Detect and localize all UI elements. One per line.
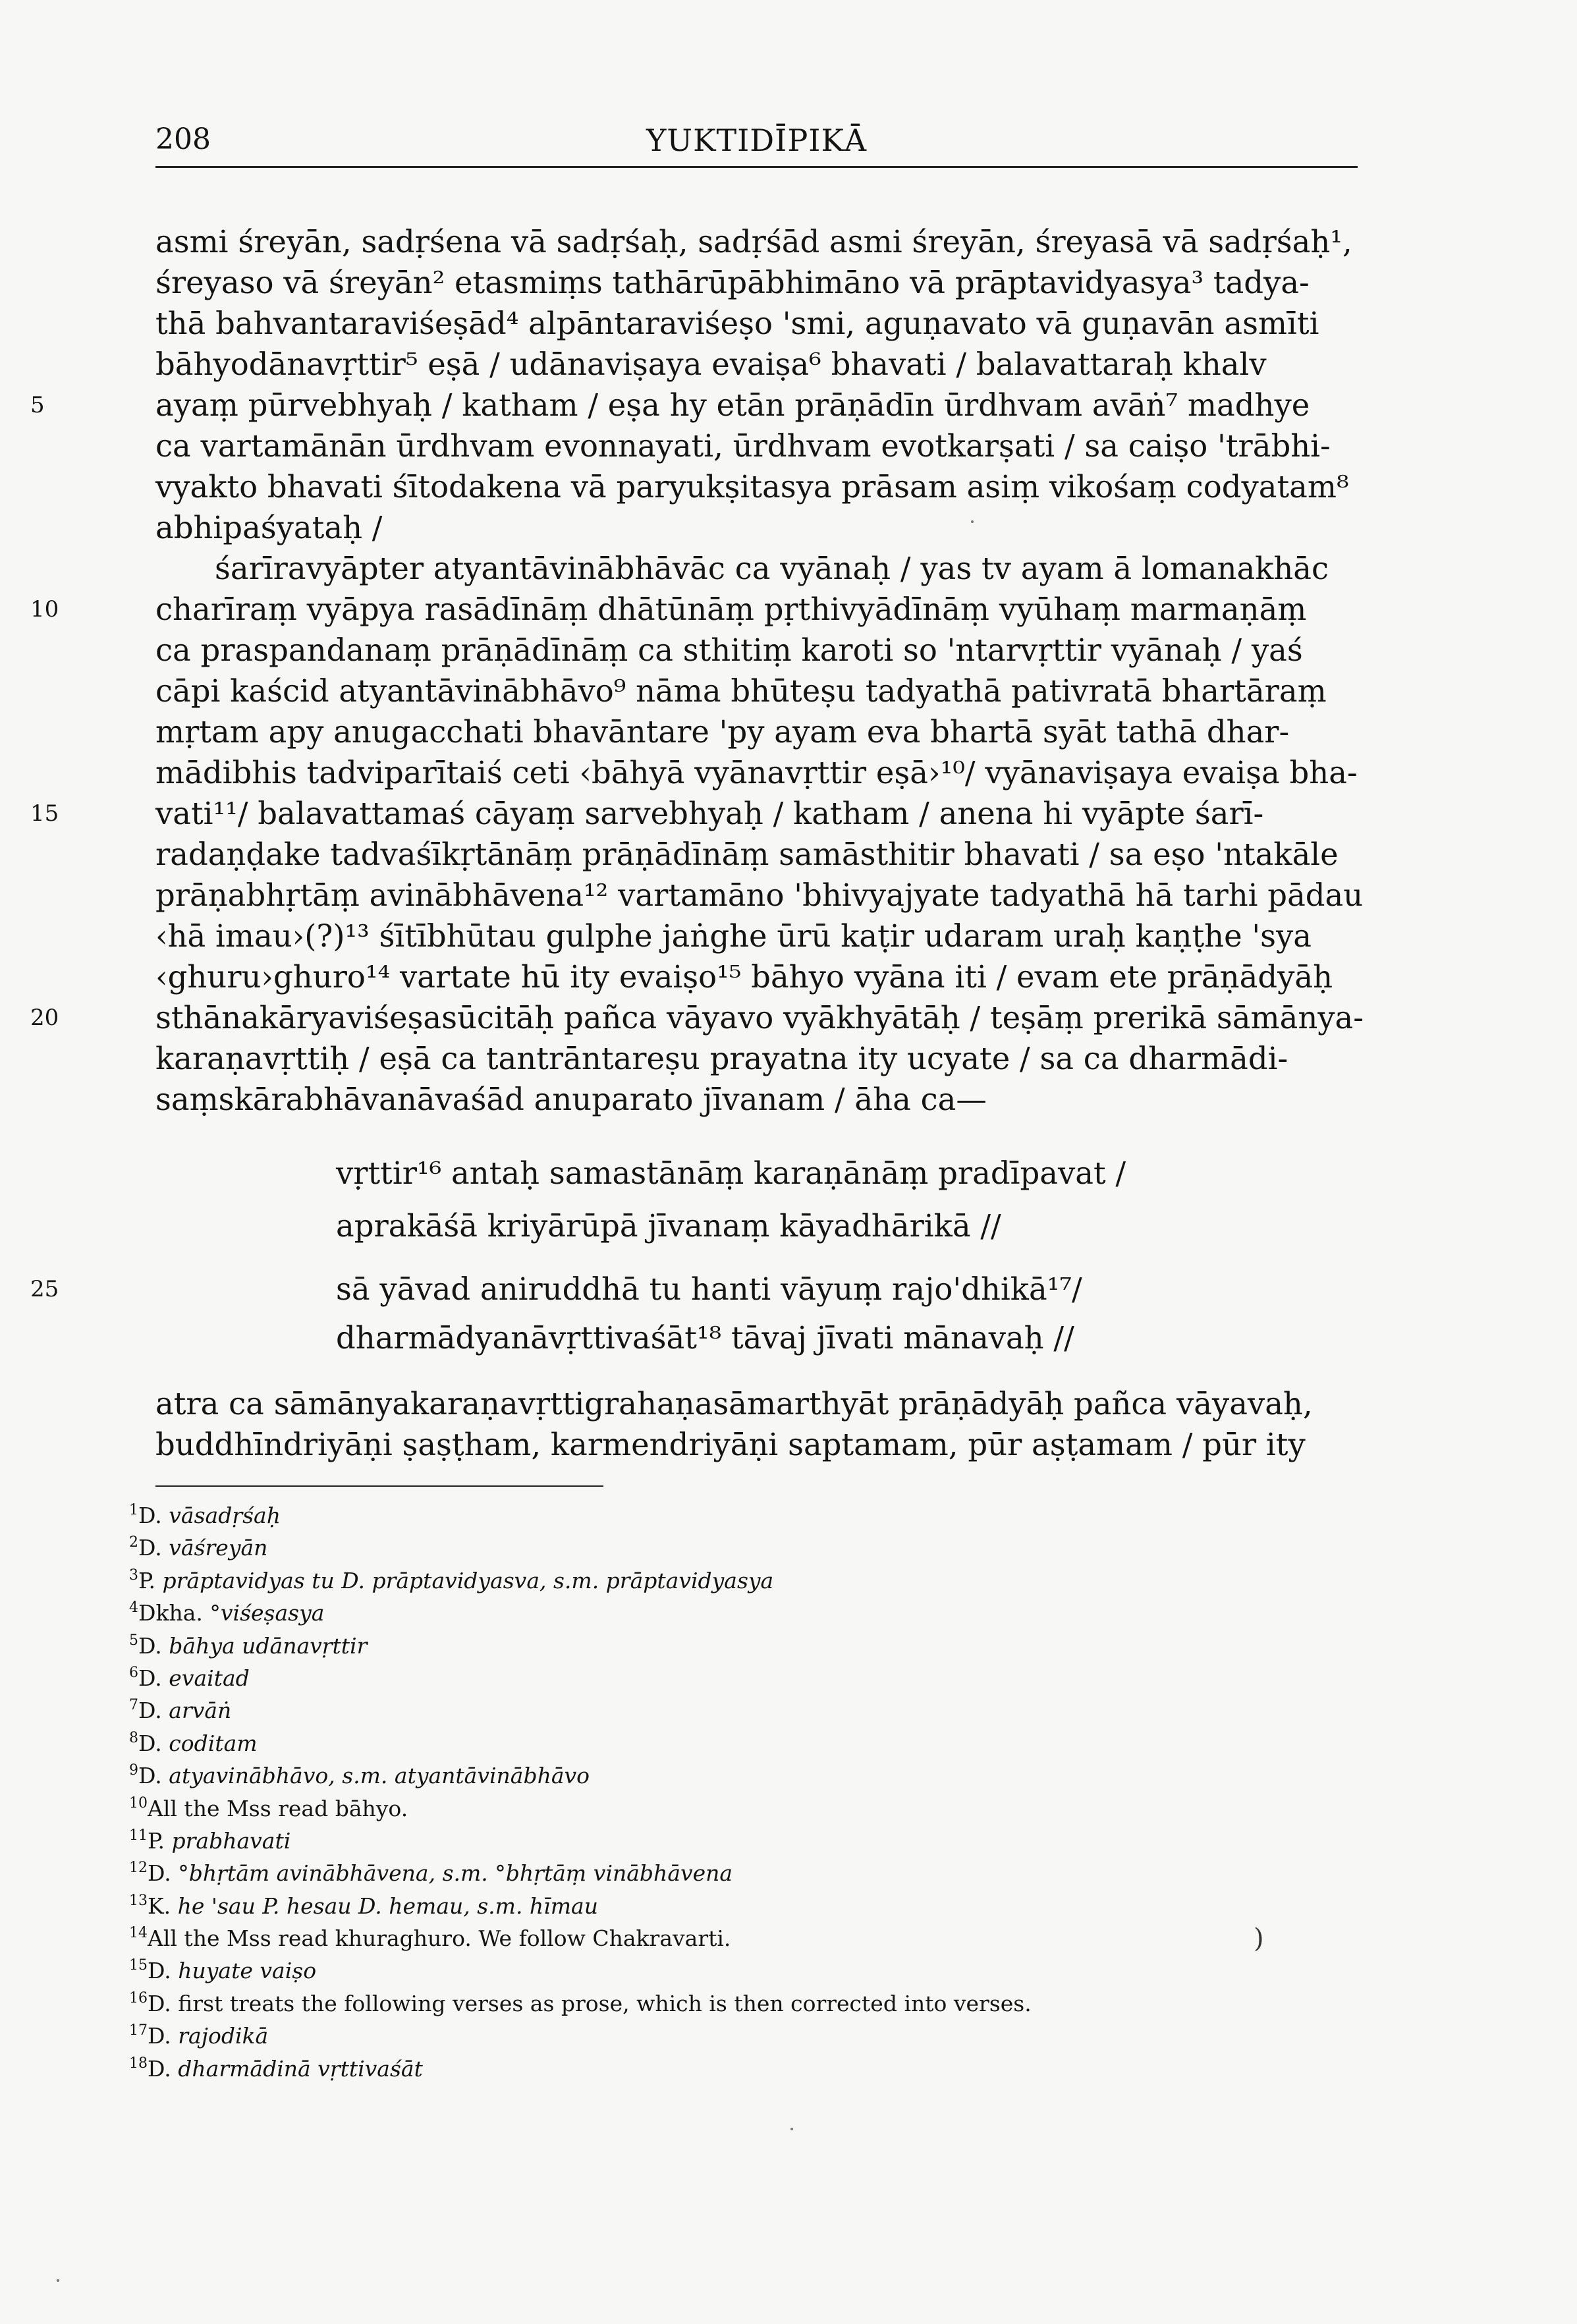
- verse-line: vṛttir¹⁶ antaḥ samastānāṃ karaṇānāṃ pradīpavat /: [336, 1155, 1126, 1191]
- footnote-number: 18: [129, 2055, 148, 2072]
- footnote: [129, 1852, 1381, 1887]
- running-head: [155, 119, 1358, 168]
- text-line: mādibhis tadviparītaiś ceti ‹bāhyā vyānavṛttir eṣā›¹⁰/ vyānaviṣaya evaiṣa bha-: [155, 755, 1358, 790]
- footnote-siglum: D.: [148, 1990, 171, 2016]
- footnote-number: 6: [129, 1664, 138, 1681]
- text-line: ca vartamānān ūrdhvam evonnayati, ūrdhvam evotkarṣati / sa caiṣo 'trābhi-: [155, 428, 1331, 464]
- footnote-siglum: D.: [138, 1665, 162, 1691]
- footnote: [129, 1722, 1381, 1754]
- text-line: vati¹¹/ balavattamaś cāyaṃ sarvebhyaḥ / katham / anena hi vyāpte śarī-: [155, 796, 1264, 831]
- margin-mark: ): [1254, 1923, 1264, 1954]
- footnote-number: 7: [129, 1697, 138, 1714]
- footnote-number: 1: [129, 1502, 138, 1518]
- footnote-number: 5: [129, 1632, 138, 1649]
- line-number: 25: [30, 1276, 59, 1302]
- text-line: thā bahvantaraviśeṣād⁴ alpāntaraviśeṣo 'smi, aguṇavato vā guṇavān asmīti: [155, 306, 1319, 341]
- footnote: [129, 2047, 1381, 2080]
- footnote-siglum: D.: [138, 1730, 162, 1756]
- footnote-siglum: D.: [138, 1632, 162, 1659]
- footnote-number: 11: [129, 1827, 148, 1844]
- footnote-text: huyate vaiṣo: [178, 1958, 317, 1984]
- text-line: mṛtam apy anugacchati bhavāntare 'py ayam eva bhartā syāt tathā dhar-: [155, 714, 1290, 750]
- text-line: abhipaśyataḥ /: [155, 510, 383, 545]
- footnote-siglum: D.: [148, 2055, 171, 2082]
- speck: [790, 2128, 793, 2130]
- footnote: [129, 1917, 1381, 1952]
- footnote-siglum: P.: [148, 1827, 165, 1854]
- footnote-number: 17: [129, 2022, 148, 2039]
- footnote-text: arvāṅ: [169, 1698, 232, 1724]
- text-line: saṃskārabhāvanāvaśād anuparato jīvanam / āha ca—: [155, 1082, 987, 1117]
- footnote: [129, 1949, 1381, 1984]
- footnote: [129, 1526, 1381, 1559]
- footnote-number: 10: [129, 1794, 148, 1812]
- footnote-siglum: D.: [138, 1763, 162, 1789]
- verse-line: aprakāśā kriyārūpā jīvanaṃ kāyadhārikā //: [336, 1208, 1001, 1244]
- footnote-text: bāhya udānavṛttir: [169, 1632, 368, 1659]
- footnote-number: 9: [129, 1762, 138, 1779]
- footnote-text: prāptavidyas tu D. prāptavidyasva, s.m. prāptavidyasya: [162, 1567, 774, 1593]
- footnote-number: 14: [129, 1925, 148, 1942]
- footnote: [129, 1657, 1381, 1689]
- footnote-text: first treats the following verses as prose, which is then corrected into verses.: [178, 1990, 1032, 2016]
- text-line: charīraṃ vyāpya rasādīnāṃ dhātūnāṃ pṛthivyādīnāṃ vyūhaṃ marmaṇāṃ: [155, 592, 1307, 627]
- footnote-number: 12: [129, 1860, 148, 1877]
- page-number: 208: [155, 123, 211, 156]
- verse-line: dharmādyanāvṛttivaśāt¹⁸ tāvaj jīvati mānavaḥ //: [336, 1320, 1074, 1356]
- footnote-number: 2: [129, 1534, 138, 1551]
- footnote-text: coditam: [169, 1730, 258, 1756]
- footnote-number: 3: [129, 1566, 138, 1584]
- footnote-text: dharmādinā vṛttivaśāt: [178, 2055, 423, 2082]
- text-line: bāhyodānavṛttir⁵ eṣā / udānaviṣaya evaiṣa⁶ bhavati / balavattaraḥ khalv: [155, 346, 1267, 382]
- footnote-text: evaitad: [169, 1665, 250, 1691]
- footnote: [129, 1494, 1381, 1526]
- footnote: [129, 1982, 1381, 2014]
- footnote-number: 8: [129, 1729, 138, 1746]
- footnote-number: 16: [129, 1989, 148, 2006]
- footnote-number: 13: [129, 1892, 148, 1909]
- text-line: cāpi kaścid atyantāvinābhāvo⁹ nāma bhūteṣu tadyathā pativratā bhartāraṃ: [155, 673, 1327, 709]
- text-line: ca praspandanaṃ prāṇādīnāṃ ca sthitiṃ karoti so 'ntarvṛttir vyānaḥ / yaś: [155, 632, 1303, 668]
- text-line: prāṇabhṛtāṃ avinābhāvena¹² vartamāno 'bhivyajyate tadyathā hā tarhi pādau: [155, 877, 1364, 913]
- speck: [57, 2279, 59, 2282]
- text-line: sthānakāryaviśeṣasūcitāḥ pañca vāyavo vyākhyātāḥ / teṣāṃ prerikā sāmānya-: [155, 1000, 1364, 1036]
- footnote-text: he 'sau P. hesau D. hemau, s.m. hīmau: [177, 1893, 598, 1919]
- footnote-text: vāsadṛśaḥ: [169, 1503, 281, 1528]
- footnote-text: All the Mss read bāhyo.: [148, 1795, 408, 1821]
- line-number: 10: [30, 596, 59, 622]
- text-line: buddhīndriyāṇi ṣaṣṭham, karmendriyāṇi saptamam, pūr aṣṭamam / pūr ity: [155, 1427, 1306, 1462]
- footnote: [129, 1754, 1381, 1789]
- text-line: karaṇavṛttiḥ / eṣā ca tantrāntareṣu prayatna ity ucyate / sa ca dharmādi-: [155, 1041, 1288, 1076]
- footnote-text: prabhavati: [171, 1827, 291, 1854]
- text-line: vyakto bhavati śītodakena vā paryukṣitasya prāsam asiṃ vikośaṃ codyatam⁸: [155, 469, 1349, 505]
- footnote-siglum: D.: [148, 2023, 171, 2049]
- speck: [971, 520, 974, 523]
- footnote: [129, 1559, 1381, 1591]
- text-line: śreyaso vā śreyān² etasmiṃs tathārūpābhimāno vā prāptavidyasya³ tadya-: [155, 265, 1310, 300]
- text-line: ‹ghuru›ghuro¹⁴ vartate hū ity evaiṣo¹⁵ bāhyo vyāna iti / evam ete prāṇādyāḥ: [155, 959, 1333, 995]
- line-number: 15: [30, 800, 59, 827]
- footnote-text: rajodikā: [178, 2023, 269, 2049]
- footnote-text: All the Mss read khuraghuro. We follow Chakravarti.: [148, 1925, 731, 1952]
- footnote-siglum: K.: [148, 1893, 171, 1919]
- footnote: [129, 1689, 1381, 1724]
- footnote-number: 4: [129, 1599, 138, 1617]
- text-line: atra ca sāmānyakaraṇavṛttigrahaṇasāmarthyāt prāṇādyāḥ pañca vāyavaḥ,: [155, 1386, 1313, 1422]
- footnote: [129, 1787, 1381, 1819]
- footnote-siglum: D.: [138, 1535, 162, 1561]
- text-line: asmi śreyān, sadṛśena vā sadṛśaḥ, sadṛśād asmi śreyān, śreyasā vā sadṛśaḥ¹,: [155, 224, 1352, 260]
- text-line: śarīravyāpter atyantāvinābhāvāc ca vyānaḥ / yas tv ayam ā lomanakhāc: [215, 551, 1329, 586]
- footnote-siglum: P.: [138, 1567, 156, 1593]
- footnote-text: °viśeṣasya: [209, 1600, 325, 1626]
- footnote: [129, 1591, 1381, 1624]
- text-line: radaṇḍake tadvaśīkṛtānāṃ prāṇādīnāṃ samāsthitir bhavati / sa eṣo 'ntakāle: [155, 837, 1339, 872]
- footnote: [129, 1819, 1381, 1852]
- footnote-number: 15: [129, 1957, 148, 1974]
- footnote-text: atyavinābhāvo, s.m. atyantāvinābhāvo: [169, 1763, 590, 1789]
- footnote: [129, 1624, 1381, 1657]
- footnote-rule: [155, 1485, 603, 1487]
- line-number: 20: [30, 1005, 59, 1031]
- footnote-siglum: D.: [138, 1503, 162, 1528]
- text-line: ‹hā imau›(?)¹³ śītībhūtau gulphe jaṅghe ūrū kaṭir udaram uraḥ kaṇṭhe 'sya: [155, 918, 1312, 954]
- footnote: [129, 2014, 1381, 2047]
- text-line: ayaṃ pūrvebhyaḥ / katham / eṣa hy etān prāṇādīn ūrdhvam avāṅ⁷ madhye: [155, 387, 1310, 423]
- footnote-text: °bhṛtām avinābhāvena, s.m. °bhṛtāṃ vinābhāvena: [178, 1860, 733, 1887]
- footnote: [129, 1885, 1381, 1917]
- footnote-siglum: D.: [138, 1698, 162, 1724]
- footnote-siglum: D.: [148, 1958, 171, 1984]
- verse-line: sā yāvad aniruddhā tu hanti vāyuṃ rajo'dhikā¹⁷/: [336, 1271, 1082, 1307]
- book-title: YUKTIDĪPIKĀ: [646, 123, 868, 158]
- footnote-siglum: D.: [148, 1860, 171, 1887]
- footnote-text: vāśreyān: [169, 1535, 268, 1561]
- line-number: 5: [30, 392, 45, 418]
- footnote-siglum: Dkha.: [138, 1600, 203, 1626]
- footnotes: [129, 1494, 1381, 2080]
